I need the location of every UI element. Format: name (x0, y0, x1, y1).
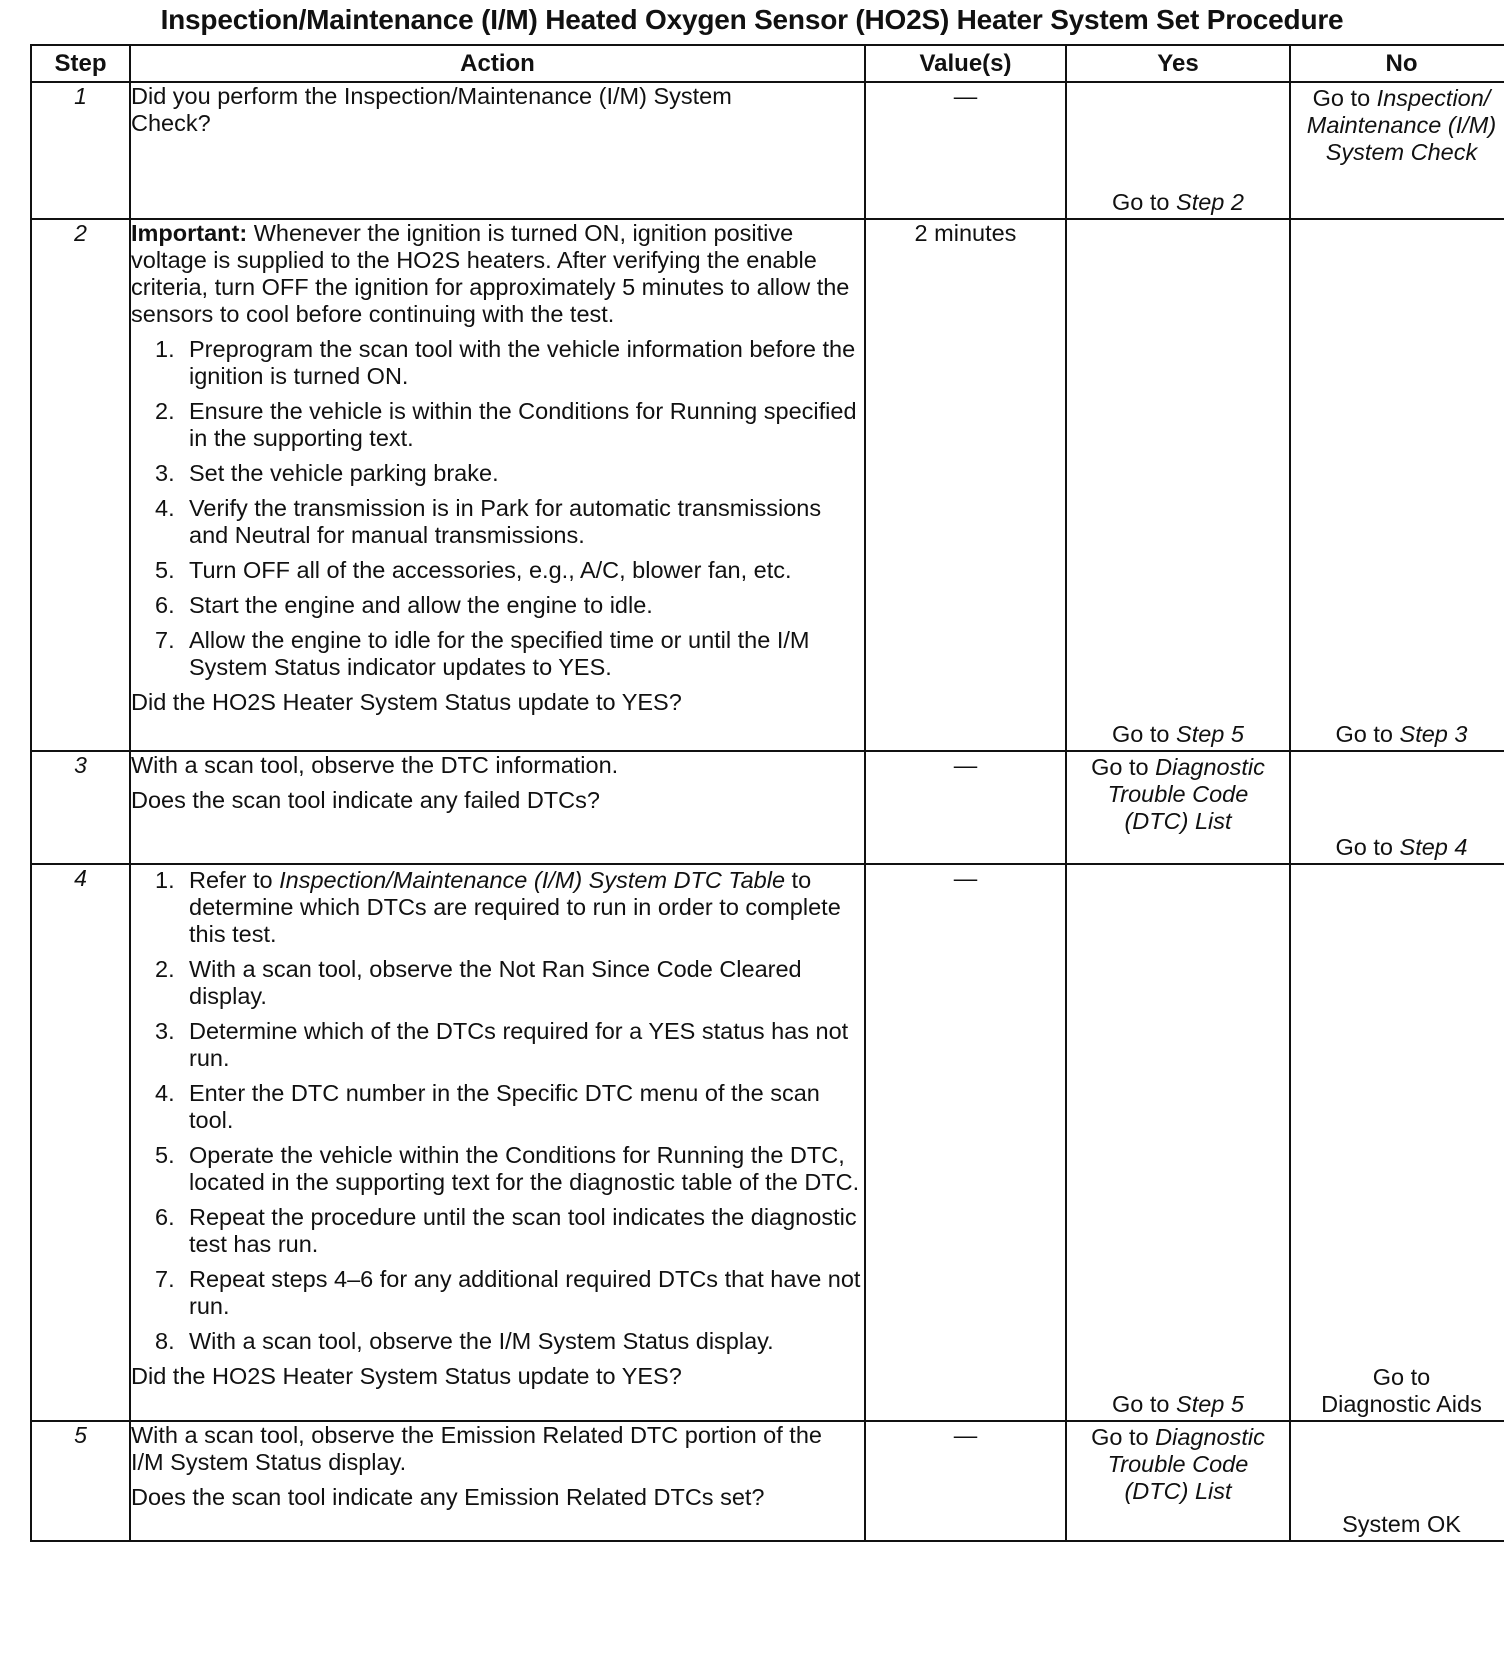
list-item: 1. Preprogram the scan tool with the vehicle information before the ignition is turned ON. (155, 336, 856, 389)
no-link[interactable]: Step 3 (1399, 721, 1468, 747)
value-cell: — (865, 82, 1066, 219)
list-item: 4. Verify the transmission is in Park for automatic transmissions and Neutral for manual transmissions. (155, 495, 822, 548)
yes-link[interactable]: Step 5 (1176, 1391, 1244, 1417)
yes-target[interactable]: Go to Diagnostic Trouble Code (DTC) List (1091, 1424, 1265, 1504)
list-item: 5. Operate the vehicle within the Conditions for Running the DTC, located in the supporting text for the diagnostic table of the DTC. (155, 1142, 860, 1195)
table-row-step-3 (31, 751, 1504, 864)
header-value: Value(s) (865, 45, 1066, 82)
table-row-step-2 (31, 219, 1504, 751)
list-item: 7. Repeat steps 4–6 for any additional required DTCs that have not run. (155, 1266, 861, 1319)
no-cell (1290, 82, 1504, 219)
action-cell (130, 864, 865, 1421)
no-cell (1290, 864, 1504, 1421)
important-note (131, 220, 864, 328)
header-step: Step (31, 45, 130, 82)
no-link[interactable]: Diagnostic Aids (1321, 1391, 1482, 1417)
action-cell (130, 219, 865, 751)
header-action: Action (130, 45, 865, 82)
important-text: Whenever the ignition is turned ON, ignition positive voltage is supplied to the HO2S heaters. After verifying the enable criteria, turn OFF the ignition for approximately 5 minutes to allow the sensors to cool before continuing with the test. (131, 220, 850, 327)
yes-link[interactable]: Diagnostic Trouble Code (DTC) List (1107, 1424, 1265, 1504)
no-target[interactable]: Go to Step 3 (1335, 721, 1468, 747)
yes-cell (1066, 219, 1290, 751)
no-target[interactable] (1291, 1364, 1504, 1418)
table-row-step-4 (31, 864, 1504, 1421)
no-cell (1290, 751, 1504, 864)
list-item: 5. Turn OFF all of the accessories, e.g., A/C, blower fan, etc. (155, 557, 792, 583)
procedure-list (131, 336, 864, 681)
step-number: 2 (31, 219, 130, 751)
table-row-step-1 (31, 82, 1504, 219)
yes-link[interactable]: Diagnostic Trouble Code (DTC) List (1107, 754, 1265, 834)
yes-target[interactable]: Go to Step 2 (1112, 189, 1244, 215)
list-item: 3. Determine which of the DTCs required for a YES status has not run. (155, 1018, 849, 1071)
step-number: 3 (31, 751, 130, 864)
procedure-table (30, 44, 1504, 1542)
yes-link[interactable]: Step 2 (1176, 189, 1244, 215)
step-number: 5 (31, 1421, 130, 1541)
important-label: Important: (131, 220, 248, 246)
yes-target[interactable]: Go to Step 5 (1112, 721, 1244, 747)
table-row-step-5 (31, 1421, 1504, 1541)
yes-cell (1066, 1421, 1290, 1541)
list-item: 3. Set the vehicle parking brake. (155, 460, 499, 486)
yes-link[interactable]: Step 5 (1176, 721, 1244, 747)
no-link[interactable]: Inspection/ Maintenance (I/M) System Check (1306, 85, 1497, 165)
value-cell: — (865, 864, 1066, 1421)
value-cell: 2 minutes (865, 219, 1066, 751)
step-number: 1 (31, 82, 130, 219)
yes-cell (1066, 82, 1290, 219)
header-yes: Yes (1066, 45, 1290, 82)
no-prefix: Go to (1372, 1364, 1431, 1390)
page-title: Inspection/Maintenance (I/M) Heated Oxygen Sensor (HO2S) Heater System Set Procedure (160, 4, 1344, 35)
yes-target[interactable]: Go to Step 5 (1112, 1391, 1244, 1417)
list-item: 2. Ensure the vehicle is within the Conditions for Running specified in the supporting text. (155, 398, 857, 451)
action-cell (130, 1421, 865, 1541)
action-instruction: With a scan tool, observe the DTC information. (131, 752, 619, 778)
action-cell (130, 751, 865, 864)
yes-cell (1066, 864, 1290, 1421)
yes-cell (1066, 751, 1290, 864)
no-target[interactable]: Go to Inspection/ Maintenance (I/M) System Check (1306, 85, 1497, 165)
header-no: No (1290, 45, 1504, 82)
list-item: 6. Start the engine and allow the engine to idle. (155, 592, 653, 618)
no-cell (1290, 1421, 1504, 1541)
list-item: 4. Enter the DTC number in the Specific DTC menu of the scan tool. (155, 1080, 820, 1133)
no-cell (1290, 219, 1504, 751)
no-target: System OK (1342, 1511, 1461, 1537)
value-cell: — (865, 751, 1066, 864)
action-cell (130, 82, 865, 219)
procedure-list (131, 867, 864, 1355)
list-item: 2. With a scan tool, observe the Not Ran Since Code Cleared display. (155, 956, 802, 1009)
list-item: 7. Allow the engine to idle for the specified time or until the I/M System Status indicator updates to YES. (155, 627, 810, 680)
dtc-table-link[interactable]: Inspection/Maintenance (I/M) System DTC Table (279, 867, 786, 893)
list-item: 8. With a scan tool, observe the I/M System Status display. (155, 1328, 774, 1354)
no-target[interactable]: Go to Step 4 (1335, 834, 1468, 860)
action-instruction: With a scan tool, observe the Emission Related DTC portion of the I/M System Status display. (131, 1422, 822, 1475)
header-row (31, 45, 1504, 82)
action-question: Does the scan tool indicate any Emission Related DTCs set? (131, 1484, 765, 1510)
action-question: Did the HO2S Heater System Status update to YES? (131, 689, 682, 715)
list-item: 1. Refer to Inspection/Maintenance (I/M) System DTC Table to determine which DTCs are required to run in order to complete this test. (155, 867, 841, 947)
step-number: 4 (31, 864, 130, 1421)
no-link[interactable]: Step 4 (1399, 834, 1468, 860)
value-cell: — (865, 1421, 1066, 1541)
list-item: 6. Repeat the procedure until the scan tool indicates the diagnostic test has run. (155, 1204, 857, 1257)
yes-target[interactable]: Go to Diagnostic Trouble Code (DTC) List (1091, 754, 1265, 834)
action-question: Does the scan tool indicate any failed DTCs? (131, 787, 600, 813)
action-question: Did you perform the Inspection/Maintenance (I/M) System Check? (131, 83, 732, 136)
action-question: Did the HO2S Heater System Status update to YES? (131, 1363, 682, 1389)
